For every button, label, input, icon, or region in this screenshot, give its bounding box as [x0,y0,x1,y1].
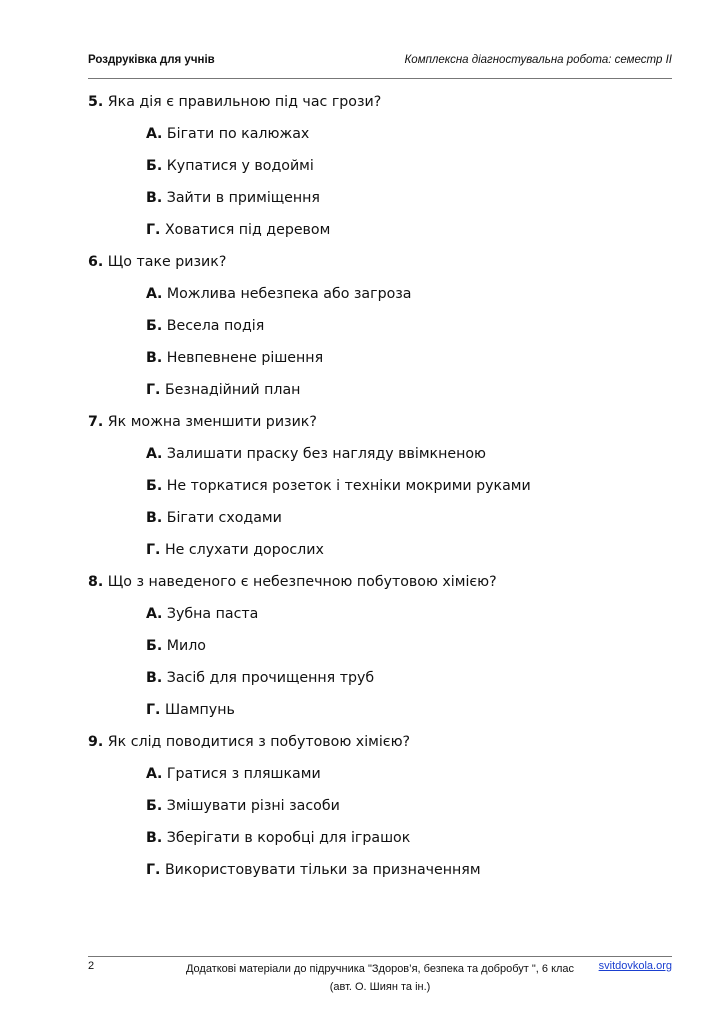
question-8 [88,572,672,732]
header-divider [88,78,672,79]
answer-text: Використовувати тільки за призначенням [164,862,481,878]
footer-source-line1: Додаткові матеріали до підручника "Здоров’я, безпека та добробут ", 6 клас [185,963,575,975]
answer-option[interactable] [88,124,672,156]
page-header [88,54,672,76]
answer-text: Зайти в приміщення [166,190,320,206]
answer-text: Гратися з пляшками [166,766,321,782]
answer-text: Залишати праску без нагляду ввімкненою [166,446,487,462]
answer-text: Ховатися під деревом [164,222,331,238]
header-left-title: Роздруківка для учнів [88,54,215,66]
answer-text: Безнадійний план [164,382,301,398]
answer-text: Не торкатися розеток і техніки мокрими руками [166,478,531,494]
answer-option[interactable] [88,764,672,796]
answer-text: Весела подія [166,318,265,334]
footer-website-link[interactable]: svitdovkola.org [598,960,672,972]
answer-option[interactable] [88,476,672,508]
question-title [88,252,672,284]
answer-letter: Б. [146,318,163,334]
answer-option[interactable] [88,380,672,412]
footer-source [88,960,672,996]
answer-option[interactable] [88,636,672,668]
answer-letter: Б. [146,638,163,654]
answer-letter: А. [146,286,163,302]
question-text: Що з наведеного є небезпечною побутовою хімією? [107,574,497,590]
answer-letter: Г. [146,862,161,878]
answer-option[interactable] [88,508,672,540]
answer-letter: В. [146,190,163,206]
question-number: 8. [88,574,104,590]
answer-letter: А. [146,766,163,782]
question-text: Як можна зменшити ризик? [107,414,317,430]
answer-letter: А. [146,126,163,142]
question-text: Як слід поводитися з побутовою хімією? [107,734,411,750]
answer-text: Зберігати в коробці для іграшок [166,830,411,846]
answer-letter: Г. [146,702,161,718]
answer-letter: Б. [146,798,163,814]
answer-option[interactable] [88,828,672,860]
answer-letter: Г. [146,542,161,558]
question-title [88,572,672,604]
answer-option[interactable] [88,700,672,732]
answer-option[interactable] [88,668,672,700]
answer-letter: Б. [146,158,163,174]
answer-text: Купатися у водоймі [166,158,314,174]
question-5 [88,92,672,252]
page-number: 2 [88,960,95,972]
answer-option[interactable] [88,348,672,380]
answer-option[interactable] [88,220,672,252]
footer-divider [88,956,672,957]
answer-option[interactable] [88,860,672,892]
question-number: 5. [88,94,104,110]
answer-text: Мило [166,638,206,654]
answer-text: Змішувати різні засоби [166,798,340,814]
question-text: Що таке ризик? [107,254,227,270]
answer-option[interactable] [88,604,672,636]
answer-letter: В. [146,830,163,846]
question-number: 7. [88,414,104,430]
question-title [88,412,672,444]
answer-option[interactable] [88,188,672,220]
question-title [88,92,672,124]
header-right-title: Комплексна діагностувальна робота: семестр ІІ [404,54,672,66]
answer-letter: А. [146,606,163,622]
answer-option[interactable] [88,796,672,828]
answer-text: Шампунь [164,702,235,718]
answer-text: Можлива небезпека або загроза [166,286,412,302]
answer-letter: В. [146,510,163,526]
answer-letter: Г. [146,382,161,398]
answer-letter: В. [146,670,163,686]
answer-text: Бігати по калюжах [166,126,310,142]
answer-letter: Г. [146,222,161,238]
question-6 [88,252,672,412]
answer-option[interactable] [88,444,672,476]
answer-option[interactable] [88,540,672,572]
question-number: 9. [88,734,104,750]
answer-letter: Б. [146,478,163,494]
question-9 [88,732,672,892]
answer-text: Невпевнене рішення [166,350,324,366]
answer-text: Зубна паста [166,606,259,622]
question-7 [88,412,672,572]
answer-text: Не слухати дорослих [164,542,324,558]
answer-letter: В. [146,350,163,366]
questions-list [88,92,672,892]
question-title [88,732,672,764]
question-text: Яка дія є правильною під час грози? [107,94,382,110]
answer-text: Засіб для прочищення труб [166,670,375,686]
answer-text: Бігати сходами [166,510,282,526]
answer-option[interactable] [88,316,672,348]
answer-option[interactable] [88,156,672,188]
answer-option[interactable] [88,284,672,316]
answer-letter: А. [146,446,163,462]
footer-source-line2: (авт. О. Шиян та ін.) [329,981,431,993]
question-number: 6. [88,254,104,270]
